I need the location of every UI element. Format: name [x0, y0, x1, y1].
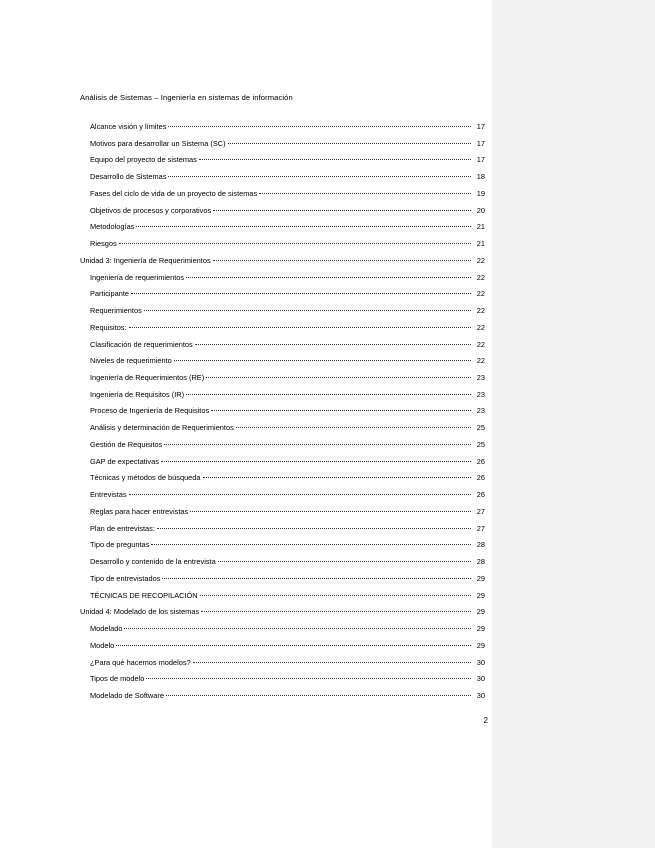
toc-entry-title: Técnicas y métodos de búsqueda	[90, 473, 201, 483]
toc-entry-title: Gestión de Requisitos	[90, 439, 163, 449]
toc-entry-page: 29	[476, 624, 485, 634]
toc-entry-title: ¿Para qué hacemos modelos?	[90, 657, 191, 667]
toc-entry-title: Tipo de entrevistados	[90, 573, 161, 583]
toc-leader-dots	[162, 578, 471, 579]
toc-entry-title: GAP de expectativas	[90, 456, 159, 466]
comment-pane	[492, 0, 655, 848]
toc-entry-page: 21	[476, 239, 485, 249]
toc-entry-page: 17	[476, 122, 485, 131]
toc-entry-page: 29	[476, 590, 485, 600]
toc-entry-page: 22	[476, 289, 485, 299]
toc-leader-dots	[228, 143, 471, 144]
toc-entry[interactable]	[80, 189, 485, 206]
toc-leader-dots	[174, 360, 471, 361]
toc-leader-dots	[236, 427, 471, 428]
toc-entry[interactable]	[80, 440, 485, 457]
toc-entry[interactable]	[80, 641, 485, 658]
toc-entry-title: Ingeniería de Requerimientos (RE)	[90, 373, 205, 383]
toc-leader-dots	[218, 561, 471, 562]
toc-entry-page: 22	[476, 339, 485, 349]
toc-entry-page: 29	[476, 607, 485, 617]
toc-entry-page: 21	[476, 222, 485, 232]
toc-entry-page: 28	[476, 557, 485, 567]
toc-entry-title: Tipos de modelo	[90, 674, 145, 684]
toc-entry[interactable]	[80, 574, 485, 591]
toc-entry-title: Alcance visión y límites	[90, 122, 167, 131]
toc-entry[interactable]	[80, 340, 485, 357]
toc-entry-title: Desarrollo y contenido de la entrevista	[90, 557, 216, 567]
toc-leader-dots	[213, 260, 471, 261]
toc-entry-page: 22	[476, 255, 485, 265]
toc-entry-title: Tipo de preguntas	[90, 540, 150, 550]
toc-leader-dots	[116, 645, 471, 646]
toc-leader-dots	[157, 528, 471, 529]
toc-entry[interactable]	[80, 256, 485, 273]
toc-leader-dots	[201, 611, 471, 612]
toc-leader-dots	[211, 410, 471, 411]
toc-entry-title: Fases del ciclo de vida de un proyecto de sistemas	[90, 188, 258, 198]
toc-entry[interactable]	[80, 540, 485, 557]
toc-entry[interactable]	[80, 373, 485, 390]
toc-entry-page: 19	[476, 188, 485, 198]
toc-entry-page: 22	[476, 322, 485, 332]
toc-entry-page: 28	[476, 540, 485, 550]
toc-leader-dots	[129, 494, 471, 495]
toc-entry[interactable]	[80, 155, 485, 172]
toc-entry[interactable]	[80, 490, 485, 507]
toc-leader-dots	[259, 193, 471, 194]
toc-entry-page: 27	[476, 523, 485, 533]
toc-leader-dots	[200, 595, 471, 596]
toc-entry-title: Metodologías	[90, 222, 135, 232]
toc-entry-title: Unidad 3: Ingeniería de Requerimientos	[80, 255, 211, 265]
toc-entry[interactable]	[80, 691, 485, 708]
toc-entry-page: 25	[476, 439, 485, 449]
toc-entry-title: Ingeniería de Requisitos (IR)	[90, 389, 185, 399]
toc-entry-title: Desarrollo de Sistemas	[90, 172, 167, 182]
toc-entry[interactable]	[80, 591, 485, 608]
toc-leader-dots	[129, 327, 471, 328]
toc-leader-dots	[144, 310, 471, 311]
toc-leader-dots	[190, 511, 471, 512]
toc-entry[interactable]	[80, 289, 485, 306]
toc-entry-page: 25	[476, 423, 485, 433]
toc-entry-page: 26	[476, 456, 485, 466]
toc-leader-dots	[131, 293, 471, 294]
toc-entry-title: Motivos para desarrollar un Sistema (SC)	[90, 138, 226, 148]
toc-entry-page: 27	[476, 506, 485, 516]
toc-entry-page: 29	[476, 640, 485, 650]
toc-entry[interactable]	[80, 139, 485, 156]
toc-entry-title: Modelo	[90, 640, 115, 650]
toc-entry[interactable]	[80, 658, 485, 675]
toc-entry[interactable]	[80, 122, 485, 139]
toc-leader-dots	[164, 444, 471, 445]
toc-entry[interactable]	[80, 524, 485, 541]
toc-entry[interactable]	[80, 473, 485, 490]
toc-entry-page: 26	[476, 473, 485, 483]
toc-entry-page: 17	[476, 155, 485, 165]
toc-entry[interactable]	[80, 356, 485, 373]
toc-entry-page: 22	[476, 356, 485, 366]
toc-entry[interactable]	[80, 239, 485, 256]
toc-leader-dots	[161, 461, 471, 462]
toc-entry[interactable]	[80, 423, 485, 440]
toc-entry[interactable]	[80, 607, 485, 624]
toc-leader-dots	[124, 628, 471, 629]
toc-entry-page: 23	[476, 373, 485, 383]
toc-entry-title: Objetivos de procesos y corporativos	[90, 205, 212, 215]
toc-entry[interactable]	[80, 222, 485, 239]
toc-entry-title: Requerimientos	[90, 306, 142, 316]
toc-entry-page: 26	[476, 490, 485, 500]
toc-leader-dots	[186, 277, 471, 278]
toc-entry-page: 23	[476, 406, 485, 416]
toc-entry-page: 18	[476, 172, 485, 182]
toc-entry[interactable]	[80, 306, 485, 323]
toc-entry-page: 17	[476, 138, 485, 148]
toc-leader-dots	[136, 226, 471, 227]
toc-entry[interactable]	[80, 206, 485, 223]
toc-entry-page: 30	[476, 674, 485, 684]
toc-leader-dots	[186, 394, 471, 395]
toc-entry[interactable]	[80, 390, 485, 407]
page-number: 2	[483, 716, 488, 725]
toc-entry[interactable]	[80, 557, 485, 574]
toc-entry-page: 30	[476, 690, 485, 700]
toc-leader-dots	[151, 544, 471, 545]
toc-entry-title: Requisitos:	[90, 322, 127, 332]
toc-leader-dots	[203, 477, 471, 478]
toc-entry-title: Niveles de requerimiento	[90, 356, 172, 366]
toc-entry-page: 23	[476, 389, 485, 399]
table-of-contents	[80, 122, 485, 708]
toc-leader-dots	[168, 126, 471, 127]
toc-entry-title: TÉCNICAS DE RECOPILACIÓN	[90, 590, 198, 600]
toc-leader-dots	[193, 662, 471, 663]
toc-entry-page: 22	[476, 272, 485, 282]
toc-entry-title: Análisis y determinación de Requerimientos	[90, 423, 234, 433]
toc-leader-dots	[166, 695, 471, 696]
toc-entry-title: Participante	[90, 289, 130, 299]
toc-entry-page: 20	[476, 205, 485, 215]
toc-entry[interactable]	[80, 273, 485, 290]
toc-entry-title: Unidad 4: Modelado de los sistemas	[80, 607, 200, 617]
toc-leader-dots	[206, 377, 471, 378]
toc-entry-title: Entrevistas	[90, 490, 127, 500]
toc-entry-title: Modelado	[90, 624, 123, 634]
toc-entry-title: Proceso de Ingeniería de Requisitos	[90, 406, 210, 416]
toc-entry-page: 22	[476, 306, 485, 316]
toc-entry-title: Clasificación de requerimientos	[90, 339, 193, 349]
toc-leader-dots	[213, 210, 471, 211]
toc-entry[interactable]	[80, 674, 485, 691]
toc-leader-dots	[119, 243, 471, 244]
toc-entry-title: Reglas para hacer entrevistas	[90, 506, 189, 516]
toc-entry-title: Plan de entrevistas:	[90, 523, 155, 533]
toc-entry-title: Modelado de Software	[90, 690, 164, 700]
toc-entry-title: Equipo del proyecto de sistemas	[90, 155, 197, 165]
toc-leader-dots	[195, 344, 471, 345]
toc-entry-page: 29	[476, 573, 485, 583]
toc-entry-title: Riesgos	[90, 239, 117, 249]
toc-entry[interactable]	[80, 624, 485, 641]
toc-leader-dots	[168, 176, 471, 177]
toc-entry[interactable]	[80, 323, 485, 340]
toc-entry-page: 30	[476, 657, 485, 667]
toc-entry-title: Ingeniería de requerimientos	[90, 272, 185, 282]
toc-leader-dots	[146, 678, 471, 679]
toc-entry[interactable]	[80, 507, 485, 524]
toc-entry[interactable]	[80, 457, 485, 474]
toc-entry[interactable]	[80, 172, 485, 189]
toc-entry[interactable]	[80, 406, 485, 423]
document-header: Análisis de Sistemas – Ingeniería en sistemas de información	[80, 93, 293, 102]
toc-leader-dots	[199, 159, 471, 160]
